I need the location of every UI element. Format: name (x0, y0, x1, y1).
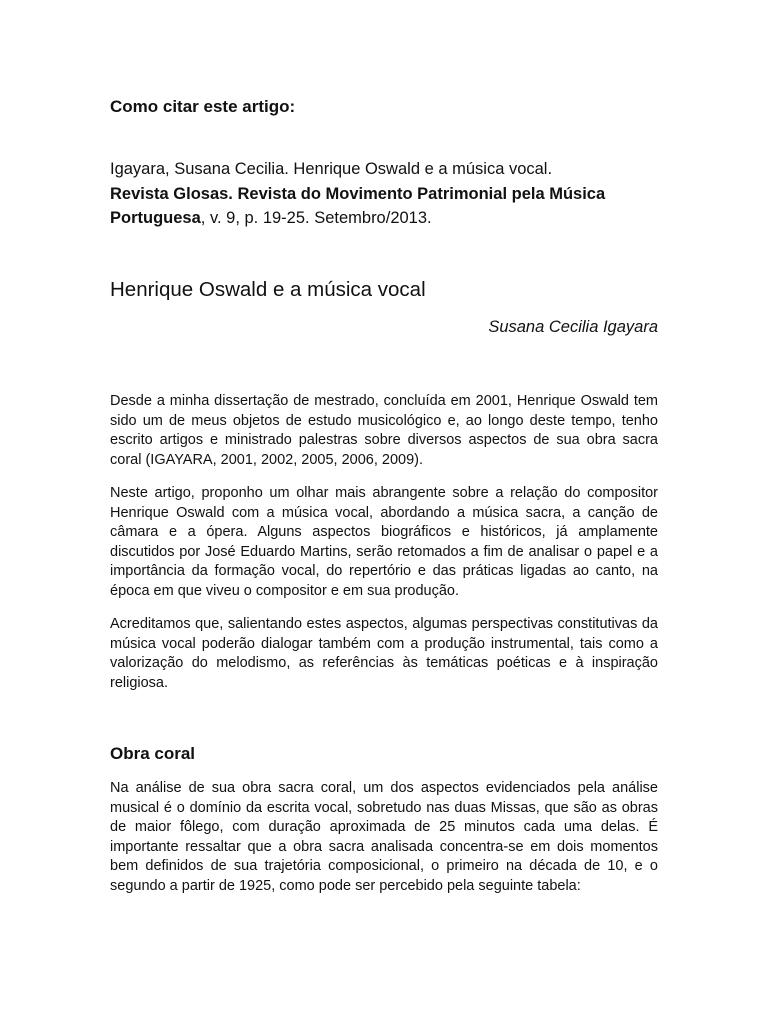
citation-details: , v. 9, p. 19-25. Setembro/2013. (200, 209, 432, 227)
citation-journal: Revista Glosas. Revista do Movimento Patrimonial pela Música Portuguesa (110, 184, 606, 227)
section-paragraph: Na análise de sua obra sacra coral, um dos aspectos evidenciados pela análise musical é o domínio da escrita vocal, sobretudo nas duas Missas, que são as obras de maior fôlego, com duração aproximada de 25 minutos cada uma delas. É importante ressaltar que a obra sacra analisada concentra-se em dois momentos bem definidos de sua trajetória composicional, o primeiro na década de 10, e o segundo a partir de 1925, como pode ser percebido pela seguinte tabela: (110, 780, 658, 894)
article-author: Susana Cecilia Igayara (488, 318, 658, 336)
paragraph-2: Neste artigo, proponho um olhar mais abrangente sobre a relação do compositor Henrique Oswald com a música vocal, abordando a música sacra, a canção de câmara e a ópera. Alguns aspectos biográficos e históricos, já amplamente discutidos por José Eduardo Martins, serão retomados a fim de analisar o papel e a importância da formação vocal, do repertório e das práticas ligadas ao canto, na época em que viveu o compositor e em sua produção. (110, 485, 658, 599)
citation-author-title: Igayara, Susana Cecilia. Henrique Oswald e a música vocal. (110, 160, 553, 178)
article-title: Henrique Oswald e a música vocal (110, 278, 426, 301)
paragraph-3: Acreditamos que, salientando estes aspectos, algumas perspectivas constitutivas da música vocal poderão dialogar também com a produção instrumental, tais como a valorização do melodismo, as referências às temáticas poéticas e à inspiração religiosa. (110, 616, 658, 691)
citation (110, 157, 658, 231)
cite-heading: Como citar este artigo: (110, 97, 296, 116)
section-heading: Obra coral (110, 744, 196, 763)
paragraph-1: Desde a minha dissertação de mestrado, concluída em 2001, Henrique Oswald tem sido um de meus objetos de estudo musicológico e, ao longo deste tempo, tenho escrito artigos e ministrado palestras sobre diversos aspectos de sua obra sacra coral (IGAYARA, 2001, 2002, 2005, 2006, 2009). (110, 393, 658, 468)
